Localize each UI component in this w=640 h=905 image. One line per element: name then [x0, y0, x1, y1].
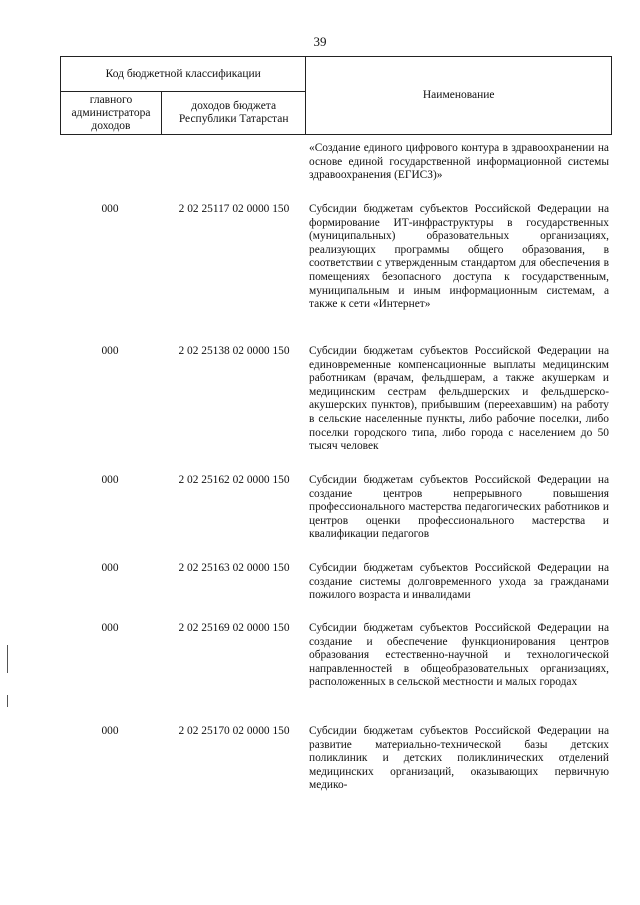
admin-code: 000: [101, 345, 119, 357]
admin-code: 000: [101, 474, 119, 486]
row-description: «Создание единого цифрового контура в здравоохранении на основе единой государственной информационной системы здравоохранения (ЕГИСЗ)»: [309, 142, 609, 182]
page-number: 39: [313, 34, 327, 49]
scan-edge-mark: [7, 645, 8, 673]
admin-code: 000: [101, 203, 119, 215]
income-code: 2 02 25162 02 0000 150: [178, 474, 290, 486]
row-description: Субсидии бюджетам субъектов Российской Федерации на создание и обеспечение функционирования центров образования естественно-научной и технологической направленностей в общеобразовательных организациях, расположенных в сельской местности и малых городах: [309, 622, 609, 689]
budget-classification-table-header: [60, 56, 612, 135]
header-income-code: доходов бюджета Республики Татарстан: [161, 92, 306, 135]
admin-code: 000: [101, 562, 119, 574]
scan-edge-mark: [7, 695, 8, 707]
row-description: Субсидии бюджетам субъектов Российской Федерации на создание центров непрерывного повышения профессионального мастерства педагогических работников и центров оценки профессионального мастерства и квалификации педагогов: [309, 474, 609, 541]
income-code: 2 02 25138 02 0000 150: [178, 345, 290, 357]
admin-code: 000: [101, 725, 119, 737]
income-code: 2 02 25163 02 0000 150: [178, 562, 290, 574]
header-name: Наименование: [306, 57, 612, 135]
admin-code: 000: [101, 622, 119, 634]
row-description: Субсидии бюджетам субъектов Российской Федерации на создание системы долговременного ухода за гражданами пожилого возраста и инвалидами: [309, 562, 609, 602]
row-description: Субсидии бюджетам субъектов Российской Федерации на развитие материально-технической базы детских поликлиник и детских поликлинических отделений медицинских организаций, оказывающих первичную медико-: [309, 725, 609, 792]
row-description: Субсидии бюджетам субъектов Российской Федерации на формирование ИТ-инфраструктуры в государственных (муниципальных) образовательных организациях, реализующих программы общего образования, в соответствии с утвержденным стандартом для обеспечения в помещениях безопасного доступа к государственным, муниципальным и иным информационным системам, а также к сети «Интернет»: [309, 203, 609, 311]
header-admin-code: главного администратора доходов: [61, 92, 162, 135]
income-code: 2 02 25169 02 0000 150: [178, 622, 290, 634]
row-description: Субсидии бюджетам субъектов Российской Федерации на единовременные компенсационные выплаты медицинским работникам (врачам, фельдшерам, а также акушеркам и медицинским сестрам фельдшерских и фельдшерско-акушерских пунктов), прибывшим (переехавшим) на работу в сельские населенные пункты, либо рабочие поселки, либо поселки городского типа, либо города с населением до 50 тысяч человек: [309, 345, 609, 453]
header-group-title: Код бюджетной классификации: [61, 57, 306, 92]
income-code: 2 02 25170 02 0000 150: [178, 725, 290, 737]
income-code: 2 02 25117 02 0000 150: [178, 203, 290, 215]
